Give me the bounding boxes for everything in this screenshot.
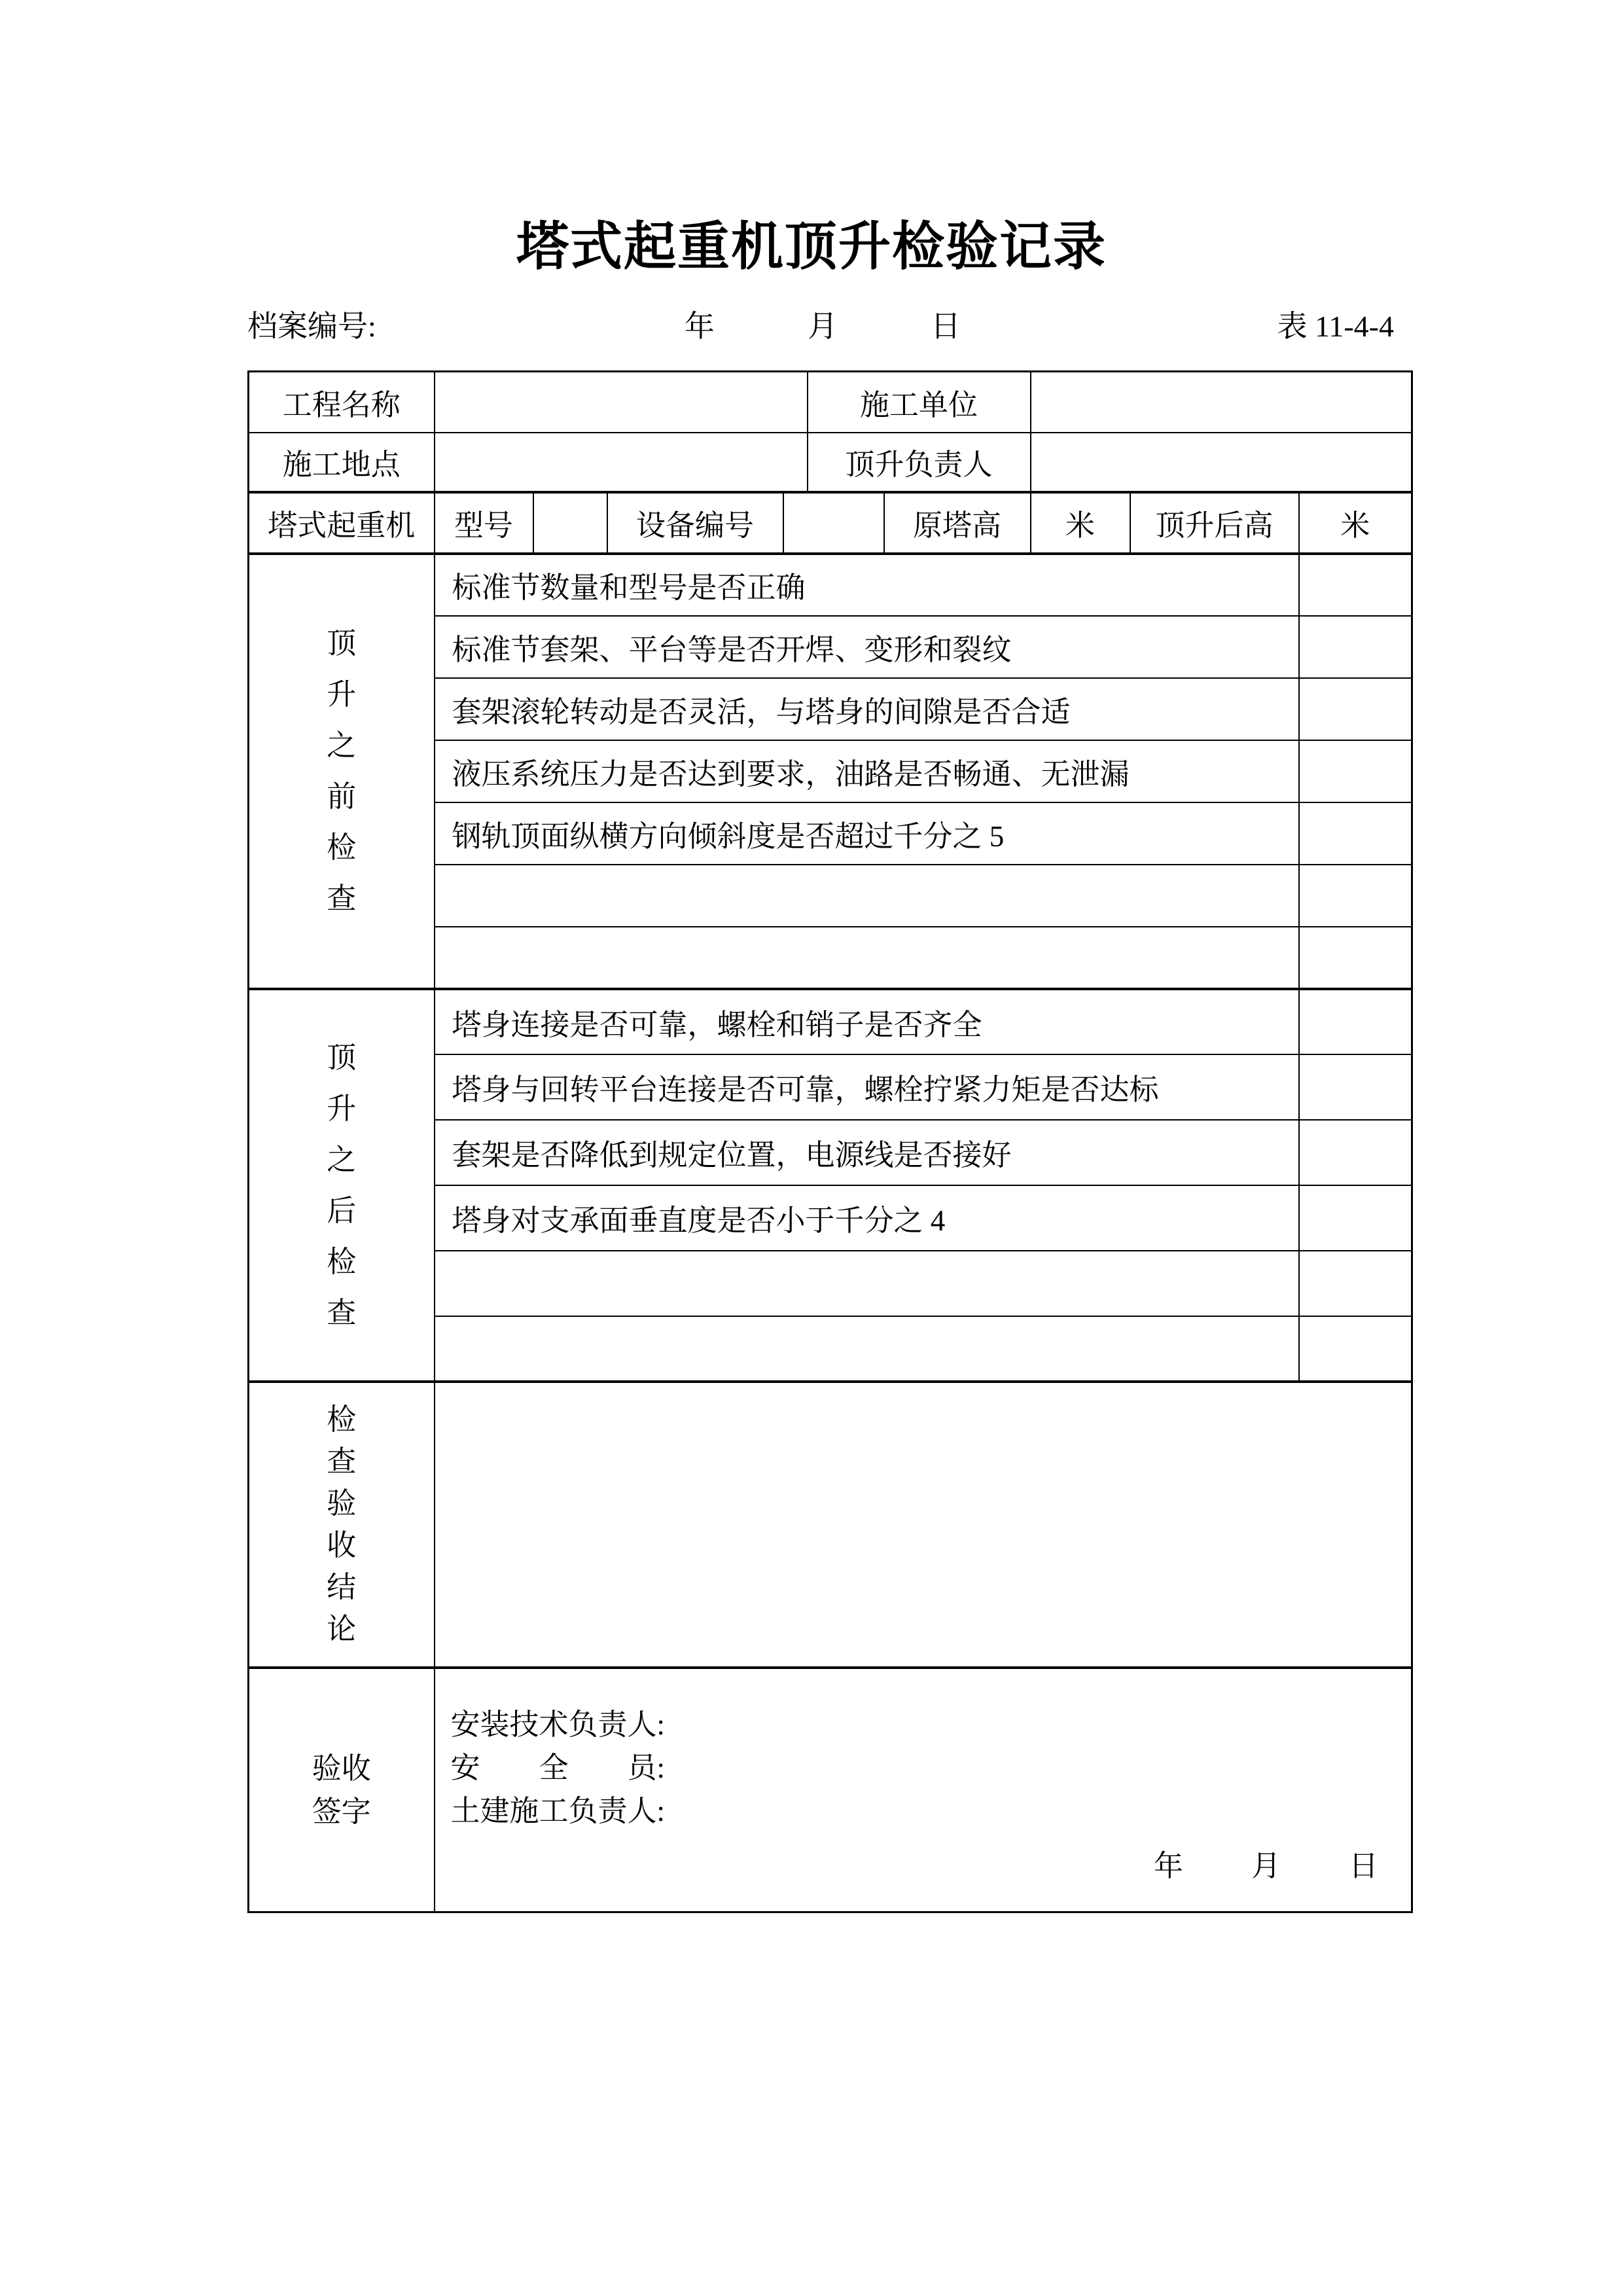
table-row <box>249 989 1412 1054</box>
archive-number-label: 档案编号: <box>247 310 376 343</box>
construction-unit-value[interactable] <box>1031 372 1412 433</box>
header-date-year: 年 <box>685 310 715 343</box>
jacking-leader-value[interactable] <box>1031 433 1412 492</box>
check-result-cell[interactable] <box>1299 865 1412 927</box>
signature-date-line <box>451 1842 1412 1884</box>
jacking-leader-label: 顶升负责人 <box>808 433 1031 492</box>
signature-role-lines: 安装技术负责人: 安 全 员: 土建施工负责人: <box>450 1708 666 1827</box>
check-result-cell[interactable] <box>1299 678 1412 740</box>
after-jacking-section-label: 顶 升 之 后 检 查 <box>249 989 435 1382</box>
project-name-label: 工程名称 <box>249 372 435 433</box>
page-title: 塔式起重机顶升检验记录 <box>516 219 1107 276</box>
check-result-cell[interactable] <box>1299 1054 1412 1120</box>
signature-date-day: 日 <box>1349 1849 1379 1882</box>
acceptance-signature-label: 验收 签字 <box>249 1668 435 1912</box>
check-result-cell[interactable] <box>1299 740 1412 802</box>
original-tower-height-unit: 米 <box>1031 492 1130 554</box>
signature-content-cell[interactable] <box>435 1668 1412 1912</box>
model-label: 型号 <box>435 492 533 554</box>
check-result-cell[interactable] <box>1299 927 1412 989</box>
conclusion-section-label: 检 查 验 收 结 论 <box>249 1382 435 1668</box>
check-result-cell[interactable] <box>1299 802 1412 865</box>
check-item-text: 塔身与回转平台连接是否可靠，螺栓拧紧力矩是否达标 <box>435 1054 1299 1120</box>
check-result-cell[interactable] <box>1299 989 1412 1054</box>
table-row <box>249 433 1412 492</box>
table-row <box>249 492 1412 554</box>
signature-date-year: 年 <box>1153 1849 1183 1882</box>
check-result-cell[interactable] <box>1299 616 1412 678</box>
original-tower-height-label: 原塔高 <box>884 492 1031 554</box>
after-jacking-height-unit: 米 <box>1299 492 1412 554</box>
check-item-text[interactable] <box>435 865 1299 927</box>
header-date-day: 日 <box>931 310 961 343</box>
check-item-text[interactable] <box>435 1251 1299 1316</box>
table-row <box>249 372 1412 433</box>
check-item-text: 塔身对支承面垂直度是否小于千分之 4 <box>435 1185 1299 1251</box>
check-result-cell[interactable] <box>1299 1251 1412 1316</box>
check-item-text: 标准节数量和型号是否正确 <box>435 554 1299 616</box>
table-row <box>249 554 1412 616</box>
header-date-line <box>685 302 961 346</box>
check-item-text: 套架滚轮转动是否灵活，与塔身的间隙是否合适 <box>435 678 1299 740</box>
construction-site-label: 施工地点 <box>249 433 435 492</box>
check-item-text: 钢轨顶面纵横方向倾斜度是否超过千分之 5 <box>435 802 1299 865</box>
table-row <box>249 1668 1412 1912</box>
form-number: 表 11-4-4 <box>1277 310 1394 343</box>
signature-date-month: 月 <box>1251 1849 1281 1882</box>
after-jacking-height-label: 顶升后高 <box>1130 492 1299 554</box>
table-row <box>249 1382 1412 1668</box>
check-item-text: 套架是否降低到规定位置，电源线是否接好 <box>435 1120 1299 1185</box>
equipment-number-label: 设备编号 <box>607 492 783 554</box>
equipment-number-value[interactable] <box>783 492 884 554</box>
before-jacking-section-label: 顶 升 之 前 检 查 <box>249 554 435 989</box>
model-value[interactable] <box>533 492 607 554</box>
check-item-text: 标准节套架、平台等是否开焊、变形和裂纹 <box>435 616 1299 678</box>
tower-crane-label: 塔式起重机 <box>249 492 435 554</box>
inspection-record-table <box>247 370 1413 1913</box>
check-item-text[interactable] <box>435 927 1299 989</box>
check-item-text: 液压系统压力是否达到要求，油路是否畅通、无泄漏 <box>435 740 1299 802</box>
check-result-cell[interactable] <box>1299 1185 1412 1251</box>
header-date-month: 月 <box>808 310 838 343</box>
check-item-text[interactable] <box>435 1316 1299 1382</box>
check-result-cell[interactable] <box>1299 1120 1412 1185</box>
project-name-value[interactable] <box>435 372 808 433</box>
construction-unit-label: 施工单位 <box>808 372 1031 433</box>
check-result-cell[interactable] <box>1299 554 1412 616</box>
construction-site-value[interactable] <box>435 433 808 492</box>
check-item-text: 塔身连接是否可靠，螺栓和销子是否齐全 <box>435 989 1299 1054</box>
check-result-cell[interactable] <box>1299 1316 1412 1382</box>
conclusion-content-cell[interactable] <box>435 1382 1412 1668</box>
